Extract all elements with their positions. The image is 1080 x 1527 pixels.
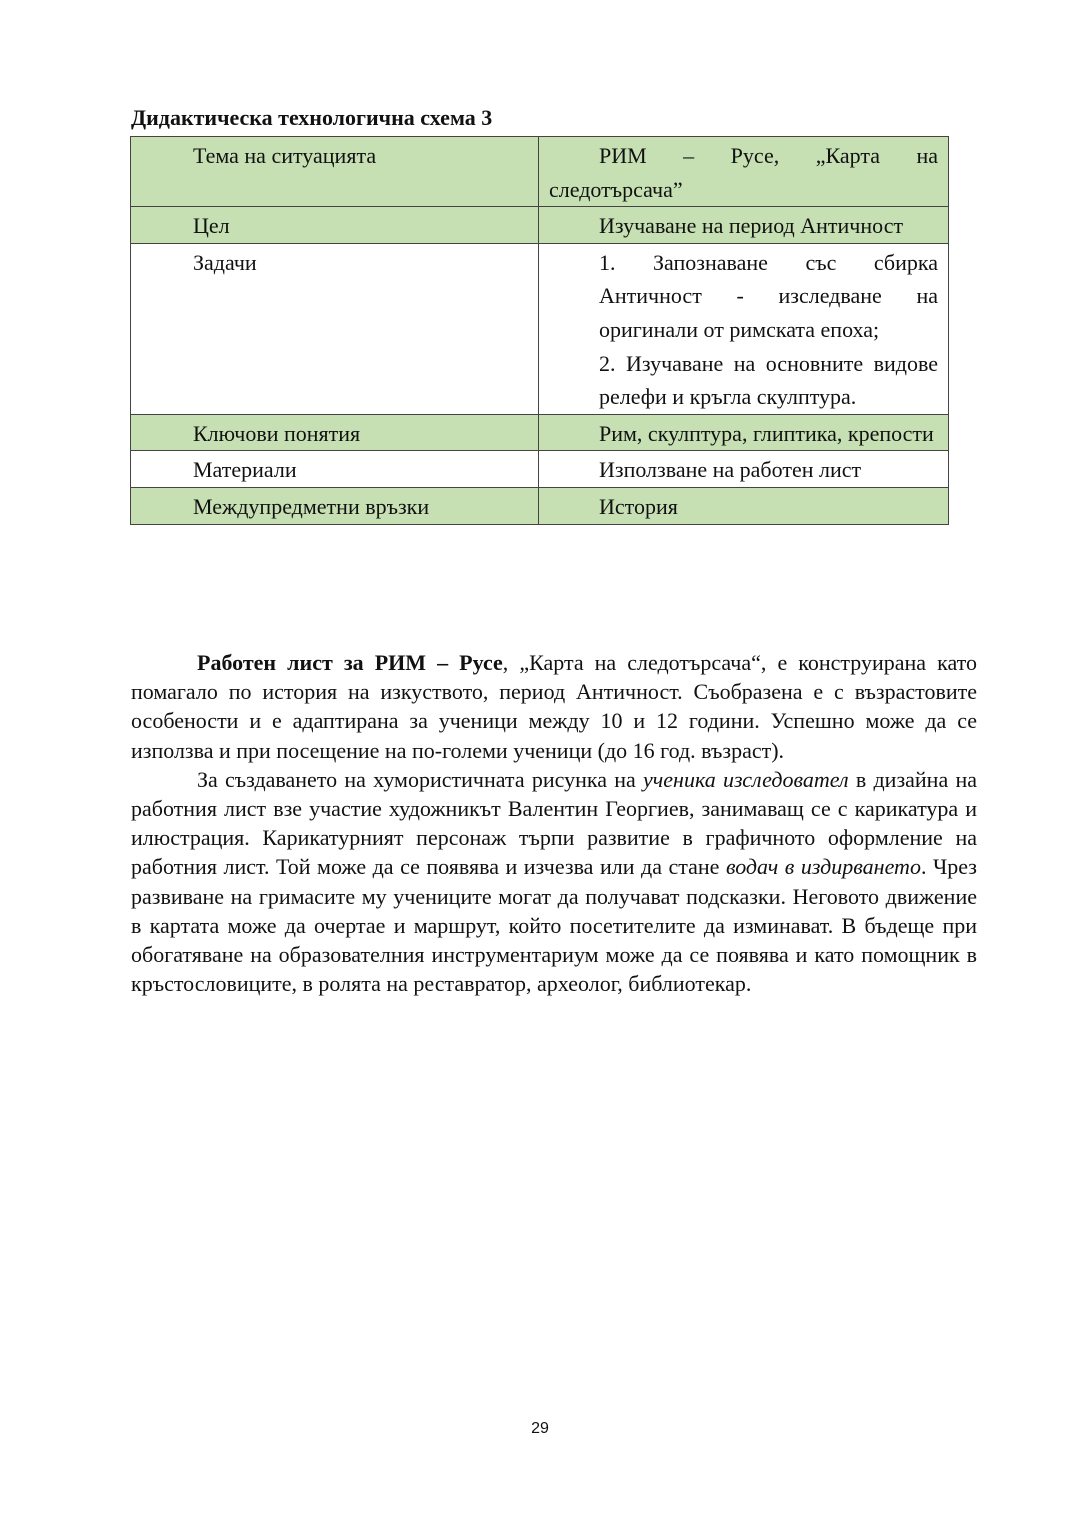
scheme-title: Дидактическа технологична схема 3 <box>131 105 493 130</box>
table-row <box>131 414 949 451</box>
body-text <box>131 648 977 998</box>
table-row <box>131 207 949 244</box>
row-label: Материали <box>193 457 297 483</box>
row-value: Рим, скулптура, глиптика, крепости <box>599 420 934 446</box>
task-item: 2. Изучаване на основните видове релефи и кръгла скулптура. <box>599 350 938 410</box>
row-label: Тема на ситуацията <box>193 143 377 168</box>
row-label: Цел <box>193 213 230 239</box>
row-value: Използване на работен лист <box>599 457 862 483</box>
task-item: 1. Запознаване със сбирка Античност - изследване на оригинали от римската епоха; <box>599 249 938 342</box>
italic-phrase: водач в издирването <box>725 854 921 880</box>
table-row <box>131 451 949 488</box>
italic-phrase: ученика изследовател <box>643 766 849 792</box>
didactic-scheme-table <box>130 136 949 525</box>
table-row <box>131 243 949 414</box>
table-row <box>131 487 949 524</box>
row-value: РИМ – Русе, „Карта на следотърсача” <box>549 143 938 202</box>
row-label: Ключови понятия <box>193 420 361 446</box>
table-row <box>131 137 949 207</box>
row-label: Задачи <box>193 249 257 275</box>
paragraph-illustration: За създаването на хумористичната рисунка на ученика изследовател в дизайна на работния лист взе участие художникът Валентин Георгиев, занимаващ се с карикатура и илюстрация. Карикатурният персонаж търпи развитие в графичното оформление на работния лист. Той може да се появява и изчезва или да стане водач в издирването. Чрез развиване на гримасите му учениците могат да получават подсказки. Неговото движение в картата може да очертае и маршрут, който посетителите да изминават. В бъдеще при обогатяване на образователния инструментариум може да се появява и като помощник в кръстословиците, в ролята на реставратор, археолог, библиотекар. <box>131 766 977 997</box>
tasks-list <box>539 244 948 414</box>
row-value: Изучаване на период Античност <box>599 213 904 239</box>
paragraph-worksheet: Работен лист за РИМ – Русе, „Карта на следотърсача“, е конструирана като помагало по история на изкуството, период Античност. Съобразена е с възрастовите особености и е адаптирана за ученици между 10 и 12 години. Успешно може да се използва и при посещение на по-големи ученици (до 16 год. възраст). <box>131 650 977 763</box>
row-label: Междупредметни връзки <box>193 493 430 519</box>
row-value: История <box>599 493 678 519</box>
page-number: 29 <box>531 1420 549 1437</box>
bold-lead: Работен лист за РИМ – Русе <box>197 650 503 675</box>
